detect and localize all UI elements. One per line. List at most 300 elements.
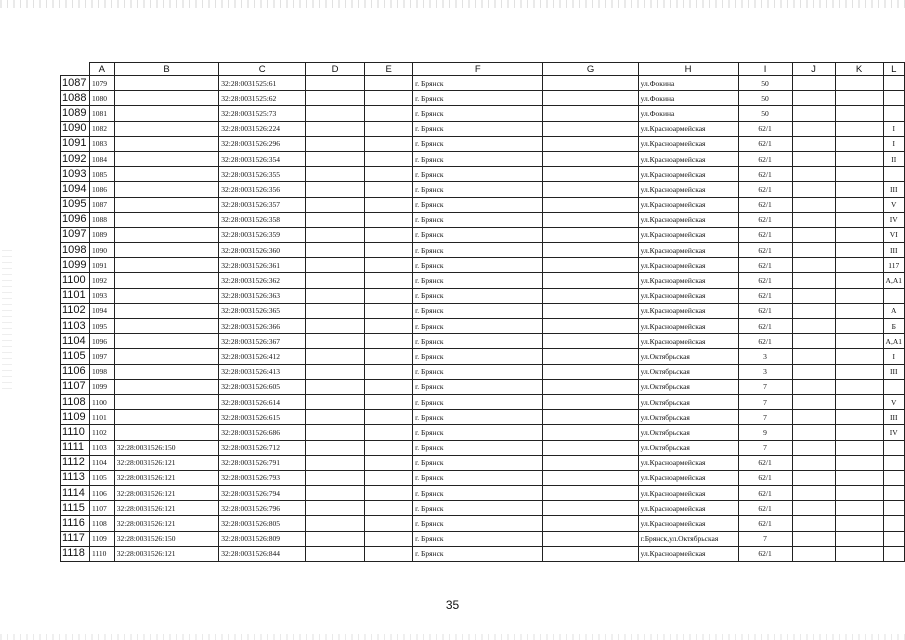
- cell-h: ул.Красноармейская: [638, 546, 738, 561]
- column-header-l: L: [883, 63, 904, 76]
- cell-h: ул.Октябрьская: [638, 425, 738, 440]
- row-number-cell: 1105: [61, 349, 90, 364]
- cell-b: [114, 379, 219, 394]
- cell-k: [835, 440, 883, 455]
- cell-h: ул.Октябрьская: [638, 349, 738, 364]
- cell-l: II: [883, 151, 904, 166]
- cell-i: 62/1: [738, 258, 792, 273]
- cell-b: [114, 364, 219, 379]
- cell-h: ул.Красноармейская: [638, 288, 738, 303]
- cell-b: [114, 334, 219, 349]
- cell-d: [305, 546, 364, 561]
- cell-h: ул.Красноармейская: [638, 334, 738, 349]
- cell-d: [305, 106, 364, 121]
- row-number-cell: 1090: [61, 121, 90, 136]
- cell-l: V: [883, 197, 904, 212]
- row-number-cell: 1101: [61, 288, 90, 303]
- cell-i: 62/1: [738, 288, 792, 303]
- cell-c: 32:28:0031526:357: [219, 197, 306, 212]
- row-number-cell: 1097: [61, 227, 90, 242]
- cell-h: ул.Фокина: [638, 76, 738, 91]
- cell-i: 62/1: [738, 470, 792, 485]
- cell-a: 1109: [89, 531, 114, 546]
- cell-i: 62/1: [738, 319, 792, 334]
- cell-a: 1107: [89, 501, 114, 516]
- cell-g: [543, 273, 638, 288]
- cell-l: III: [883, 243, 904, 258]
- row-number-cell: 1109: [61, 410, 90, 425]
- cell-g: [543, 425, 638, 440]
- cell-g: [543, 212, 638, 227]
- cell-g: [543, 379, 638, 394]
- cell-j: [792, 288, 835, 303]
- cell-e: [365, 364, 413, 379]
- cell-e: [365, 167, 413, 182]
- cell-f: г. Брянск: [413, 455, 543, 470]
- table-row: [61, 243, 905, 258]
- cell-a: 1080: [89, 91, 114, 106]
- cell-b: [114, 167, 219, 182]
- cell-k: [835, 76, 883, 91]
- cell-f: г. Брянск: [413, 288, 543, 303]
- cell-k: [835, 425, 883, 440]
- column-header-b: B: [114, 63, 219, 76]
- cell-d: [305, 227, 364, 242]
- cell-h: ул.Красноармейская: [638, 455, 738, 470]
- cell-d: [305, 516, 364, 531]
- table-row: [61, 334, 905, 349]
- cell-e: [365, 303, 413, 318]
- cell-k: [835, 167, 883, 182]
- column-header-f: F: [413, 63, 543, 76]
- cell-d: [305, 197, 364, 212]
- table-row: [61, 501, 905, 516]
- cell-i: 62/1: [738, 151, 792, 166]
- table-row: [61, 349, 905, 364]
- cell-d: [305, 76, 364, 91]
- cell-a: 1082: [89, 121, 114, 136]
- cell-b: [114, 136, 219, 151]
- cell-a: 1106: [89, 486, 114, 501]
- cell-l: [883, 531, 904, 546]
- cell-a: 1085: [89, 167, 114, 182]
- cell-c: 32:28:0031526:796: [219, 501, 306, 516]
- table-row: [61, 227, 905, 242]
- cell-b: [114, 319, 219, 334]
- cell-l: Б: [883, 319, 904, 334]
- cell-a: 1108: [89, 516, 114, 531]
- cell-i: 62/1: [738, 516, 792, 531]
- cell-c: 32:28:0031526:358: [219, 212, 306, 227]
- cell-l: [883, 470, 904, 485]
- cell-j: [792, 379, 835, 394]
- cell-j: [792, 91, 835, 106]
- cell-f: г. Брянск: [413, 349, 543, 364]
- cell-j: [792, 151, 835, 166]
- cell-f: г. Брянск: [413, 470, 543, 485]
- cell-e: [365, 227, 413, 242]
- row-number-cell: 1103: [61, 319, 90, 334]
- cell-k: [835, 258, 883, 273]
- column-header-e: E: [365, 63, 413, 76]
- cell-h: ул.Красноармейская: [638, 136, 738, 151]
- cell-c: 32:28:0031526:224: [219, 121, 306, 136]
- cell-l: IV: [883, 425, 904, 440]
- cell-d: [305, 319, 364, 334]
- cell-l: [883, 379, 904, 394]
- cell-j: [792, 273, 835, 288]
- cell-l: VI: [883, 227, 904, 242]
- cell-g: [543, 334, 638, 349]
- cell-f: г. Брянск: [413, 136, 543, 151]
- cell-b: 32:28:0031526:121: [114, 455, 219, 470]
- cell-e: [365, 273, 413, 288]
- cell-e: [365, 319, 413, 334]
- scan-edge-top: [0, 0, 905, 8]
- row-number-cell: 1099: [61, 258, 90, 273]
- cell-b: [114, 273, 219, 288]
- cell-e: [365, 91, 413, 106]
- table-row: [61, 91, 905, 106]
- cell-f: г. Брянск: [413, 486, 543, 501]
- table-row: [61, 212, 905, 227]
- cell-a: 1098: [89, 364, 114, 379]
- cell-f: г. Брянск: [413, 364, 543, 379]
- cell-j: [792, 364, 835, 379]
- cell-j: [792, 197, 835, 212]
- cell-a: 1097: [89, 349, 114, 364]
- row-number-cell: 1092: [61, 151, 90, 166]
- cell-b: [114, 303, 219, 318]
- cell-a: 1099: [89, 379, 114, 394]
- cell-l: [883, 501, 904, 516]
- table-row: [61, 546, 905, 561]
- cell-c: 32:28:0031526:805: [219, 516, 306, 531]
- cell-c: 32:28:0031526:413: [219, 364, 306, 379]
- cell-l: [883, 167, 904, 182]
- table-row: [61, 440, 905, 455]
- cell-l: III: [883, 410, 904, 425]
- cell-i: 62/1: [738, 227, 792, 242]
- column-header-h: H: [638, 63, 738, 76]
- cell-d: [305, 501, 364, 516]
- cell-l: V: [883, 394, 904, 409]
- cell-i: 62/1: [738, 136, 792, 151]
- cell-j: [792, 121, 835, 136]
- cell-d: [305, 455, 364, 470]
- row-number-cell: 1114: [61, 486, 90, 501]
- row-number-cell: 1115: [61, 501, 90, 516]
- cell-b: [114, 106, 219, 121]
- cell-e: [365, 243, 413, 258]
- cell-e: [365, 212, 413, 227]
- row-number-cell: 1096: [61, 212, 90, 227]
- cell-d: [305, 91, 364, 106]
- row-number-cell: 1104: [61, 334, 90, 349]
- cell-h: ул.Красноармейская: [638, 273, 738, 288]
- cell-f: г. Брянск: [413, 258, 543, 273]
- cell-b: 32:28:0031526:121: [114, 516, 219, 531]
- cell-g: [543, 76, 638, 91]
- table-row: [61, 182, 905, 197]
- cell-k: [835, 516, 883, 531]
- cell-h: ул.Красноармейская: [638, 243, 738, 258]
- cell-e: [365, 121, 413, 136]
- cell-g: [543, 455, 638, 470]
- row-number-cell: 1100: [61, 273, 90, 288]
- cell-b: [114, 182, 219, 197]
- cell-b: [114, 243, 219, 258]
- table-row: [61, 303, 905, 318]
- cell-h: ул.Октябрьская: [638, 410, 738, 425]
- cell-h: ул.Фокина: [638, 106, 738, 121]
- table-row: [61, 136, 905, 151]
- cell-g: [543, 243, 638, 258]
- cell-l: I: [883, 349, 904, 364]
- cell-f: г. Брянск: [413, 106, 543, 121]
- cell-f: г. Брянск: [413, 167, 543, 182]
- table-row: [61, 273, 905, 288]
- cell-d: [305, 167, 364, 182]
- table-row: [61, 76, 905, 91]
- cell-j: [792, 349, 835, 364]
- cell-h: ул.Красноармейская: [638, 121, 738, 136]
- cell-c: 32:28:0031526:614: [219, 394, 306, 409]
- cell-c: 32:28:0031525:61: [219, 76, 306, 91]
- column-header-j: J: [792, 63, 835, 76]
- cell-a: 1096: [89, 334, 114, 349]
- cell-c: 32:28:0031526:296: [219, 136, 306, 151]
- cell-k: [835, 151, 883, 166]
- cell-l: I: [883, 121, 904, 136]
- cell-j: [792, 243, 835, 258]
- cell-i: 7: [738, 394, 792, 409]
- cell-b: [114, 212, 219, 227]
- cell-d: [305, 410, 364, 425]
- cell-c: 32:28:0031526:367: [219, 334, 306, 349]
- row-number-cell: 1095: [61, 197, 90, 212]
- cell-i: 62/1: [738, 197, 792, 212]
- cell-h: ул.Октябрьская: [638, 440, 738, 455]
- table-row: [61, 531, 905, 546]
- cell-l: [883, 288, 904, 303]
- cell-h: г.Брянск,ул.Октябрьская: [638, 531, 738, 546]
- cell-j: [792, 227, 835, 242]
- cell-c: 32:28:0031526:412: [219, 349, 306, 364]
- page-number: 35: [445, 598, 460, 612]
- cell-g: [543, 167, 638, 182]
- cell-k: [835, 243, 883, 258]
- cell-h: ул.Красноармейская: [638, 486, 738, 501]
- cell-b: 32:28:0031526:150: [114, 440, 219, 455]
- cell-i: 62/1: [738, 273, 792, 288]
- row-number-cell: 1094: [61, 182, 90, 197]
- cell-e: [365, 136, 413, 151]
- cell-b: [114, 151, 219, 166]
- cell-j: [792, 258, 835, 273]
- table-row: [61, 470, 905, 485]
- cell-l: [883, 546, 904, 561]
- cell-b: 32:28:0031526:121: [114, 470, 219, 485]
- cell-c: 32:28:0031526:712: [219, 440, 306, 455]
- table-row: [61, 486, 905, 501]
- cell-i: 62/1: [738, 455, 792, 470]
- cell-h: ул.Октябрьская: [638, 379, 738, 394]
- scan-edge-bottom: [0, 634, 905, 640]
- cell-d: [305, 273, 364, 288]
- cell-g: [543, 364, 638, 379]
- cell-c: 32:28:0031526:356: [219, 182, 306, 197]
- cell-j: [792, 394, 835, 409]
- cell-b: [114, 258, 219, 273]
- cell-g: [543, 227, 638, 242]
- cell-l: 117: [883, 258, 904, 273]
- cell-b: [114, 91, 219, 106]
- cell-g: [543, 394, 638, 409]
- cell-a: 1088: [89, 212, 114, 227]
- cell-a: 1105: [89, 470, 114, 485]
- cell-g: [543, 91, 638, 106]
- cell-e: [365, 76, 413, 91]
- cell-h: ул.Красноармейская: [638, 182, 738, 197]
- cell-i: 62/1: [738, 303, 792, 318]
- cell-b: 32:28:0031526:121: [114, 546, 219, 561]
- cell-j: [792, 425, 835, 440]
- cell-c: 32:28:0031525:73: [219, 106, 306, 121]
- cell-f: г. Брянск: [413, 91, 543, 106]
- cell-l: А,А1: [883, 273, 904, 288]
- cell-k: [835, 410, 883, 425]
- cell-e: [365, 288, 413, 303]
- cell-j: [792, 455, 835, 470]
- cell-d: [305, 394, 364, 409]
- cell-e: [365, 531, 413, 546]
- cell-j: [792, 303, 835, 318]
- cell-b: [114, 227, 219, 242]
- cell-i: 62/1: [738, 121, 792, 136]
- cell-g: [543, 319, 638, 334]
- cell-b: [114, 197, 219, 212]
- cell-d: [305, 440, 364, 455]
- row-number-cell: 1117: [61, 531, 90, 546]
- cell-j: [792, 531, 835, 546]
- column-header-g: G: [543, 63, 638, 76]
- cell-h: ул.Красноармейская: [638, 212, 738, 227]
- cell-c: 32:28:0031526:793: [219, 470, 306, 485]
- column-header-row: [61, 63, 905, 76]
- cell-g: [543, 106, 638, 121]
- row-number-cell: 1106: [61, 364, 90, 379]
- cell-i: 62/1: [738, 546, 792, 561]
- cell-j: [792, 319, 835, 334]
- cell-h: ул.Красноармейская: [638, 501, 738, 516]
- cell-d: [305, 303, 364, 318]
- table-row: [61, 364, 905, 379]
- cell-j: [792, 167, 835, 182]
- cell-a: 1079: [89, 76, 114, 91]
- cell-c: 32:28:0031526:809: [219, 531, 306, 546]
- cell-c: 32:28:0031526:366: [219, 319, 306, 334]
- cell-i: 62/1: [738, 486, 792, 501]
- cell-c: 32:28:0031526:359: [219, 227, 306, 242]
- cell-d: [305, 425, 364, 440]
- cell-h: ул.Красноармейская: [638, 197, 738, 212]
- cell-i: 62/1: [738, 212, 792, 227]
- cell-b: 32:28:0031526:150: [114, 531, 219, 546]
- cell-a: 1092: [89, 273, 114, 288]
- cell-d: [305, 470, 364, 485]
- cell-h: ул.Красноармейская: [638, 167, 738, 182]
- cell-a: 1091: [89, 258, 114, 273]
- cell-k: [835, 470, 883, 485]
- cell-f: г. Брянск: [413, 227, 543, 242]
- cell-c: 32:28:0031526:362: [219, 273, 306, 288]
- table-row: [61, 151, 905, 166]
- row-number-cell: 1110: [61, 425, 90, 440]
- cell-e: [365, 486, 413, 501]
- cell-f: г. Брянск: [413, 243, 543, 258]
- cell-f: г. Брянск: [413, 531, 543, 546]
- column-header-i: I: [738, 63, 792, 76]
- cell-a: 1102: [89, 425, 114, 440]
- cell-d: [305, 288, 364, 303]
- cell-c: 32:28:0031526:791: [219, 455, 306, 470]
- cell-a: 1083: [89, 136, 114, 151]
- cell-d: [305, 349, 364, 364]
- cell-g: [543, 470, 638, 485]
- cell-e: [365, 501, 413, 516]
- table-row: [61, 319, 905, 334]
- column-header-a: A: [89, 63, 114, 76]
- cell-g: [543, 182, 638, 197]
- row-number-cell: 1113: [61, 470, 90, 485]
- cell-i: 50: [738, 76, 792, 91]
- cell-j: [792, 501, 835, 516]
- row-number-cell: 1102: [61, 303, 90, 318]
- cell-l: [883, 91, 904, 106]
- cell-g: [543, 486, 638, 501]
- cell-k: [835, 486, 883, 501]
- cell-k: [835, 182, 883, 197]
- cell-c: 32:28:0031525:62: [219, 91, 306, 106]
- cell-g: [543, 288, 638, 303]
- cell-a: 1110: [89, 546, 114, 561]
- cell-a: 1094: [89, 303, 114, 318]
- cell-k: [835, 501, 883, 516]
- cell-i: 50: [738, 91, 792, 106]
- cell-f: г. Брянск: [413, 440, 543, 455]
- cell-d: [305, 531, 364, 546]
- cell-a: 1086: [89, 182, 114, 197]
- cell-k: [835, 303, 883, 318]
- cell-f: г. Брянск: [413, 319, 543, 334]
- cell-g: [543, 546, 638, 561]
- cell-a: 1081: [89, 106, 114, 121]
- cell-g: [543, 151, 638, 166]
- corner-cell: [61, 63, 90, 76]
- cell-k: [835, 91, 883, 106]
- cell-j: [792, 334, 835, 349]
- cell-h: ул.Красноармейская: [638, 319, 738, 334]
- cell-j: [792, 516, 835, 531]
- cell-l: IV: [883, 212, 904, 227]
- cell-k: [835, 212, 883, 227]
- table-row: [61, 288, 905, 303]
- cell-a: 1101: [89, 410, 114, 425]
- cell-e: [365, 334, 413, 349]
- cell-k: [835, 334, 883, 349]
- cell-b: [114, 410, 219, 425]
